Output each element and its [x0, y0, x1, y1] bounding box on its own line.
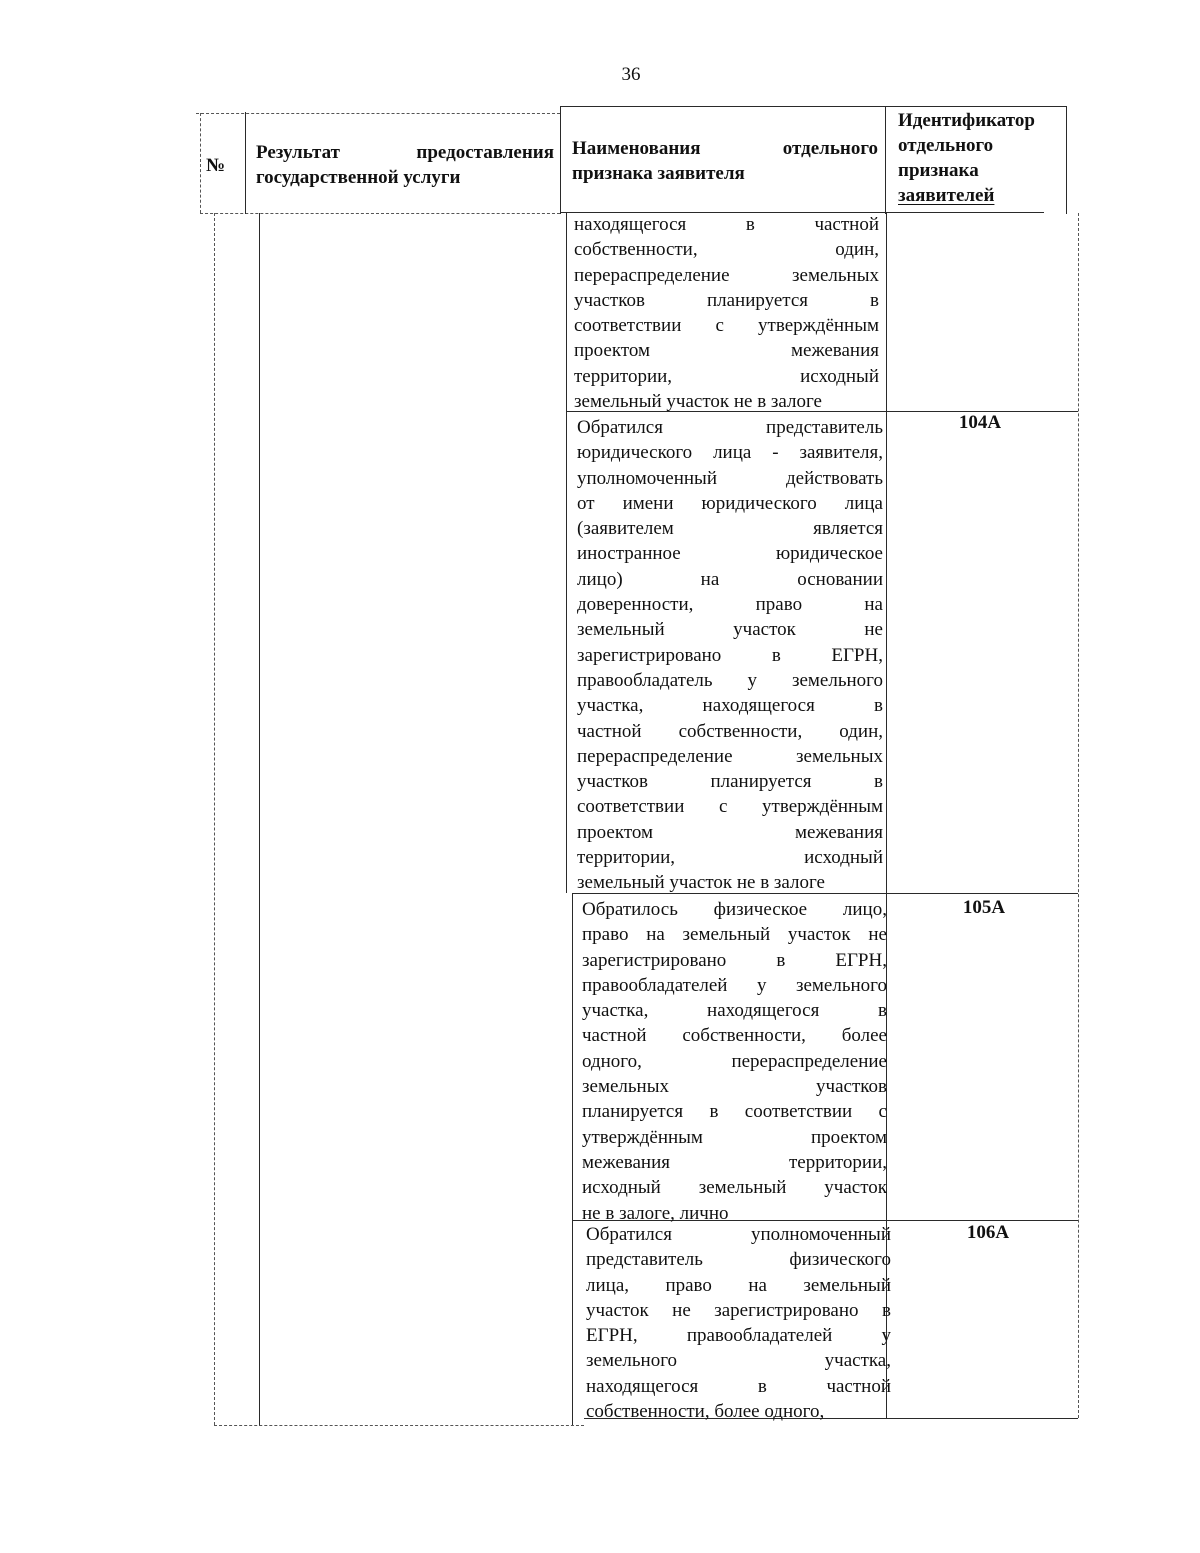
- col-line-result-body-1: [566, 213, 567, 893]
- table-row-106a-identifier: 106А: [966, 1222, 1010, 1243]
- header-name: [572, 136, 878, 186]
- cell-text-line: планируется в соответствии с: [582, 1101, 887, 1123]
- header-name-line: признака заявителя: [572, 163, 745, 184]
- col-line-left: [200, 113, 201, 213]
- cell-text-line: право на земельный участок не: [582, 924, 887, 946]
- cell-text-line: земельных участков: [582, 1076, 887, 1098]
- cell-text-line: соответствии с утверждённым: [574, 315, 879, 337]
- cell-text-line: перераспределение земельных: [577, 745, 883, 767]
- table-row-105a-identifier: 105А: [962, 897, 1006, 918]
- header-result-line: государственной услуги: [256, 167, 461, 188]
- col-line-left-body: [214, 213, 215, 1425]
- cell-text-line: частной собственности, один,: [577, 720, 883, 742]
- header-result-line: Результат предоставления: [256, 142, 554, 163]
- cell-text-line: (заявителем является: [577, 518, 883, 540]
- cell-text-line: представитель физического: [586, 1249, 891, 1271]
- cell-text-line: правообладателей у земельного: [582, 974, 887, 996]
- table-row-106a-text: [586, 1222, 891, 1424]
- cell-text-line: находящегося в частной: [574, 214, 879, 235]
- header-bottom-border-left: [200, 213, 560, 214]
- cell-text-line: земельный участок не: [577, 619, 883, 641]
- table-top-border-left: [196, 113, 560, 114]
- cell-text-line: не в залоге, лично: [582, 1202, 729, 1224]
- col-line-result: [560, 106, 561, 214]
- cell-text-line: территории, исходный: [577, 847, 883, 869]
- cell-text-line: иностранное юридическое: [577, 543, 883, 565]
- table-row-continuation-text: [574, 212, 879, 414]
- header-num: №: [206, 155, 226, 176]
- cell-text-line: участков планируется в: [577, 771, 883, 793]
- cell-text-line: участков планируется в: [574, 289, 879, 311]
- cell-text-line: земельного участка,: [586, 1350, 891, 1372]
- cell-text-line: лица, право на земельный: [586, 1274, 891, 1296]
- header-result: [256, 140, 554, 190]
- cell-text-line: Обратилось физическое лицо,: [582, 899, 887, 920]
- cell-text-line: частной собственности, более: [582, 1025, 887, 1047]
- header-id-line: признака: [898, 160, 979, 181]
- cell-text-line: межевания территории,: [582, 1151, 887, 1173]
- col-line-num: [245, 112, 246, 214]
- header-identifier: [898, 108, 1066, 208]
- cell-text-line: юридического лица - заявителя,: [577, 442, 883, 464]
- cell-text-line: правообладатель у земельного: [577, 669, 883, 691]
- cell-text-line: одного, перераспределение: [582, 1050, 887, 1072]
- cell-text-line: утверждённым проектом: [582, 1126, 887, 1148]
- table-row-104a-text: [577, 415, 883, 896]
- col-line-name: [885, 106, 886, 214]
- cell-text-line: участка, находящегося в: [582, 1000, 887, 1022]
- col-line-result-body-2: [572, 893, 573, 1426]
- header-id-line: Идентификатор: [898, 110, 1035, 131]
- cell-text-line: находящегося в частной: [586, 1375, 891, 1397]
- cell-text-line: зарегистрировано в ЕГРН,: [582, 949, 887, 971]
- cell-text-line: Обратился представитель: [577, 417, 883, 438]
- cell-text-line: собственности, более одного,: [586, 1401, 825, 1423]
- cell-text-line: земельный участок не в залоге: [574, 391, 822, 413]
- col-line-right-body: [1078, 213, 1079, 1418]
- col-line-num-body: [259, 213, 260, 1426]
- cell-text-line: соответствии с утверждённым: [577, 796, 883, 818]
- cell-text-line: территории, исходный: [574, 365, 879, 387]
- table-row-105a-text: [582, 897, 887, 1226]
- cell-text-line: лицо) на основании: [577, 568, 883, 590]
- cell-text-line: проектом межевания: [574, 340, 879, 362]
- cell-text-line: участок не зарегистрировано в: [586, 1299, 891, 1321]
- cell-text-line: проектом межевания: [577, 821, 883, 843]
- header-id-line: заявителей: [898, 185, 995, 206]
- cell-text-line: от имени юридического лица: [577, 492, 883, 514]
- cell-text-line: зарегистрировано в ЕГРН,: [577, 644, 883, 666]
- cell-text-line: участка, находящегося в: [577, 695, 883, 717]
- cell-text-line: уполномоченный действовать: [577, 467, 883, 489]
- header-name-line: Наименования отдельного: [572, 138, 878, 159]
- cell-text-line: ЕГРН, правообладателей у: [586, 1325, 891, 1347]
- cell-text-line: доверенности, право на: [577, 594, 883, 616]
- cell-text-line: перераспределение земельных: [574, 264, 879, 286]
- cell-text-line: собственности, один,: [574, 239, 879, 261]
- table-top-border-right: [560, 106, 1066, 107]
- col-line-right: [1066, 106, 1067, 214]
- cell-text-line: Обратился уполномоченный: [586, 1224, 891, 1245]
- cell-text-line: исходный земельный участок: [582, 1177, 887, 1199]
- table-bottom-border: [214, 1425, 584, 1426]
- page-number: 36: [621, 64, 641, 85]
- cell-text-line: земельный участок не в залоге: [577, 872, 825, 894]
- table-row-104a-identifier: 104А: [958, 412, 1002, 433]
- header-id-line: отдельного: [898, 135, 994, 156]
